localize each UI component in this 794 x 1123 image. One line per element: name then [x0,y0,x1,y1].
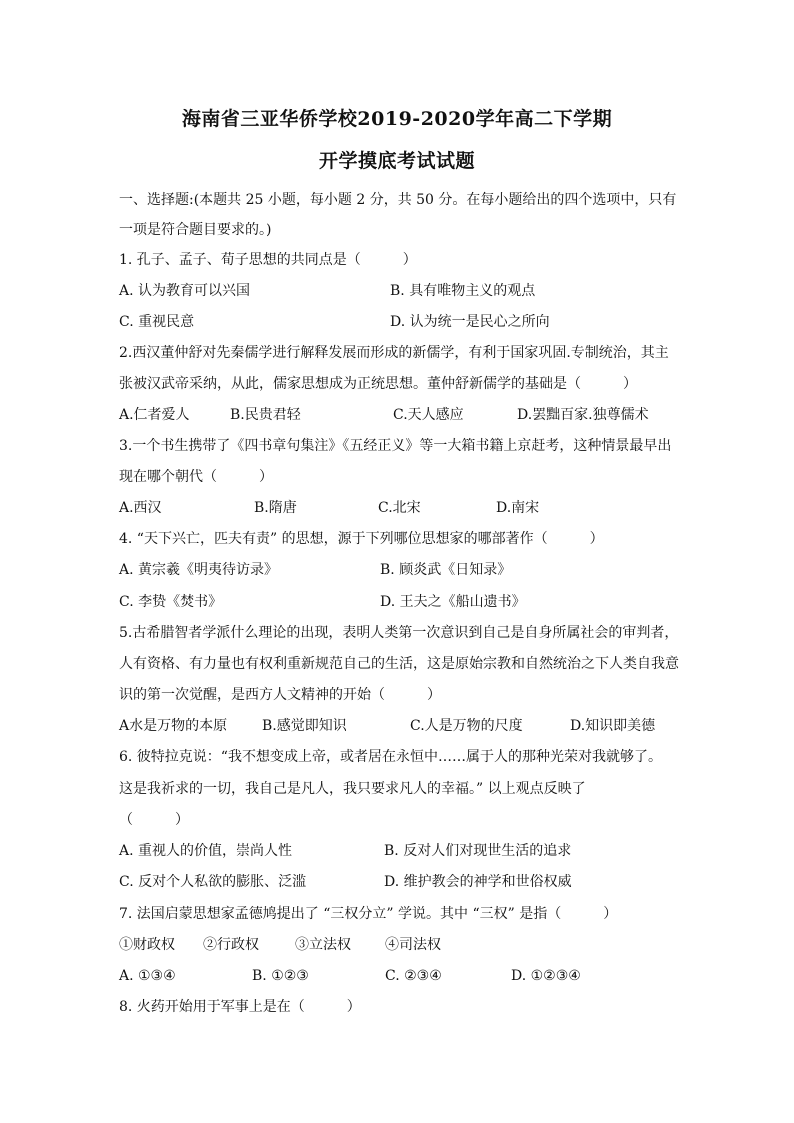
option: A. 黄宗羲《明夷待访录》 [119,562,279,578]
item-label: ②行政权 [203,937,259,953]
option: D. 王夫之《船山遗书》 [380,594,526,610]
page-subtitle: 开学摸底考试试题 [318,150,475,172]
option: D. 维护教会的神学和世俗权威 [384,874,572,890]
option: C.北宋 [378,500,421,516]
question-stem: 3.一个书生携带了《四书章句集注》《五经正义》等一大箱书籍上京赶考，这种情景最早出 [119,438,672,454]
question-stem-cont: （ ） [119,812,189,828]
option: A. 重视人的价值，崇尚人性 [119,843,293,859]
question-stem: 5.古希腊智者学派什么理论的出现，表明人类第一次意识到自己是自身所属社会的审判者， [119,625,679,641]
option: B.感觉即知识 [262,718,347,734]
question-stem: 4. “天下兴亡，匹夫有责” 的思想，源于下列哪位思想家的哪部著作（ ） [119,531,604,547]
section-heading-cont: 一项是符合题目要求的。) [119,222,272,238]
section-heading: 一、选择题:(本题共 25 小题，每小题 2 分，共 50 分。在每小题给出的四个选项中，只有 [119,192,677,208]
option: B. ①②③ [252,968,309,984]
question-stem-cont: 张被汉武帝采纳，从此，儒家思想成为正统思想。董仲舒新儒学的基础是（ ） [119,376,637,392]
option: D.罢黜百家.独尊儒术 [517,407,649,423]
option: C.人是万物的尺度 [410,718,523,734]
option: C. ②③④ [385,968,442,984]
item-label: ③立法权 [295,937,351,953]
option: B. 顾炎武《日知录》 [380,562,512,578]
question-stem-cont: 识的第一次觉醒，是西方人文精神的开始（ ） [119,687,441,703]
question-stem: 6. 彼特拉克说：“我不想变成上帝，或者居在永恒中……属于人的那种光荣对我就够了。 [119,749,662,765]
option: C. 反对个人私欲的膨胀、泛滥 [119,874,307,890]
question-stem-cont: 现在哪个朝代（ ） [119,469,273,485]
option: A. 认为教育可以兴国 [119,283,251,299]
option: B.民贵君轻 [230,407,301,423]
option: B. 反对人们对现世生活的追求 [384,843,572,859]
option: B. 具有唯物主义的观点 [390,283,536,299]
option: C.天人感应 [393,407,464,423]
option: A. ①③④ [119,968,176,984]
option: A.仁者爱人 [119,407,190,423]
option: D.南宋 [496,500,540,516]
option: D.知识即美德 [570,718,656,734]
option: A.西汉 [119,500,162,516]
option: C. 重视民意 [119,314,195,330]
question-stem: 8. 火药开始用于军事上是在（ ） [119,999,361,1015]
question-stem: 2.西汉董仲舒对先秦儒学进行解释发展而形成的新儒学，有利于国家巩固.专制统治，其主 [119,345,669,361]
option: B.隋唐 [254,500,297,516]
question-stem-cont: 人有资格、有力量也有权利重新规范自己的生活，这是原始宗教和自然统治之下人类自我意 [119,656,679,672]
option: D. 认为统一是民心之所向 [390,314,550,330]
question-stem: 1. 孔子、孟子、荀子思想的共同点是（ ） [119,252,417,268]
option: C. 李贽《焚书》 [119,594,223,610]
option: A水是万物的本原 [119,718,228,734]
item-label: ④司法权 [385,937,441,953]
option: D. ①②③④ [511,968,581,984]
question-stem: 7. 法国启蒙思想家孟德鸠提出了 “三权分立” 学说。其中 “三权” 是指（ ） [119,906,618,922]
item-label: ①财政权 [119,937,175,953]
page-title: 海南省三亚华侨学校2019-2020学年高二下学期 [181,108,613,130]
question-stem-cont: 这是我祈求的一切，我自己是凡人，我只要求凡人的幸福。” 以上观点反映了 [119,781,586,797]
